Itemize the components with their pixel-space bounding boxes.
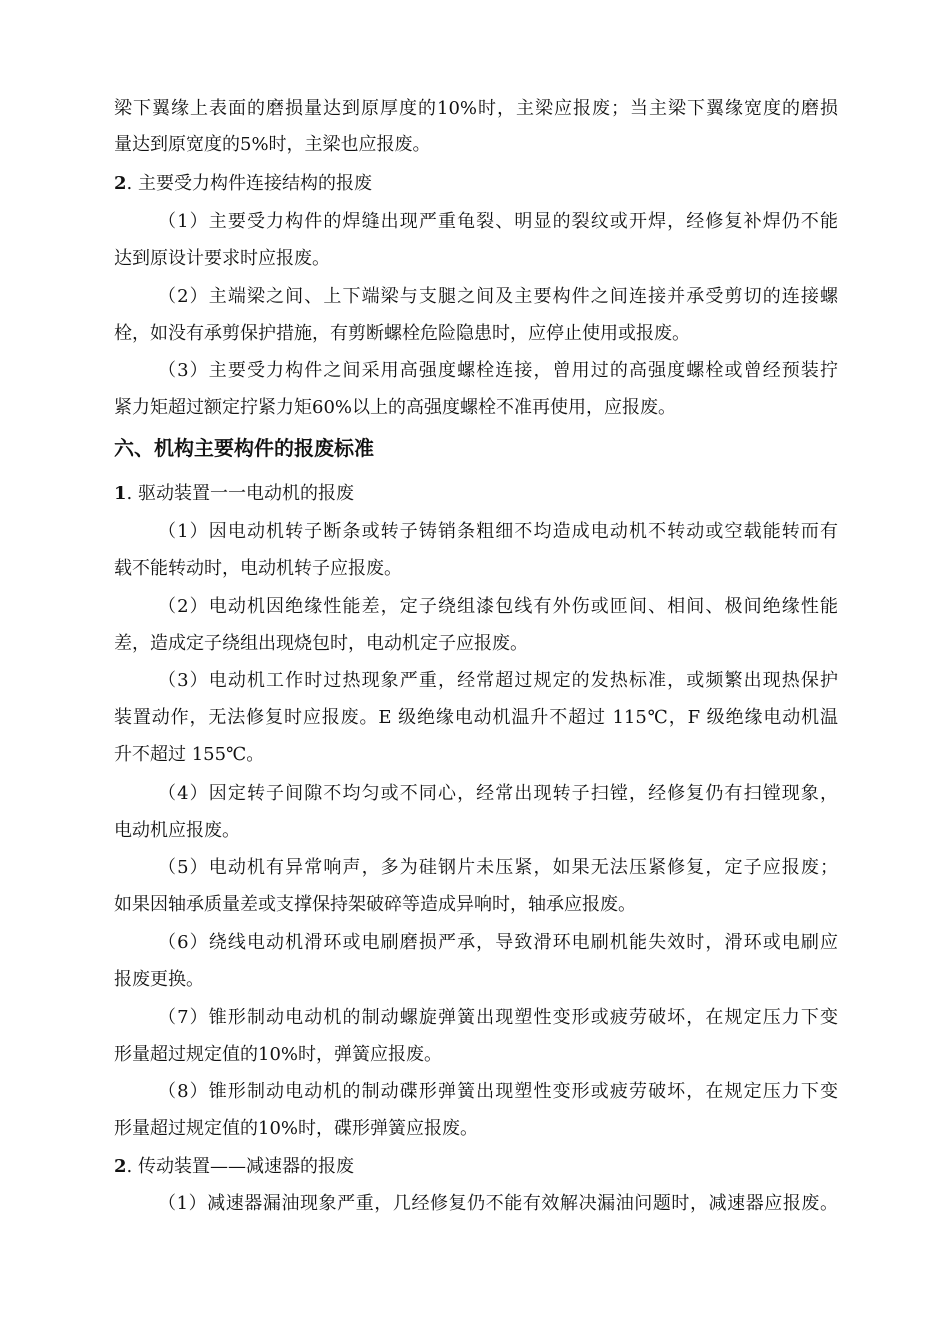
- section-heading-2: [114, 172, 838, 196]
- paragraph-line: （2）主端梁之间、上下端梁与支腿之间及主要构件之间连接并承受剪切的连接螺: [158, 286, 838, 307]
- paragraph-line: 栓，如没有承剪保护措施，有剪断螺栓危险隐患时，应停止使用或报废。: [114, 323, 690, 344]
- section-title: . 传动装置——减速器的报废: [126, 1156, 354, 1177]
- paragraph-line: 紧力矩超过额定拧紧力矩60%以上的高强度螺栓不准再使用，应报废。: [114, 397, 677, 418]
- paragraph-line: 报废更换。: [114, 969, 204, 990]
- paragraph-line: 载不能转动时，电动机转子应报废。: [114, 558, 402, 579]
- paragraph-line: （1）主要受力构件的焊缝出现严重龟裂、明显的裂纹或开焊，经修复补焊仍不能: [158, 211, 838, 232]
- paragraph-line: 升不超过 155℃。: [114, 744, 265, 765]
- paragraph-line: （1）减速器漏油现象严重，几经修复仍不能有效解决漏油问题时，减速器应报废。: [158, 1193, 838, 1214]
- section-number: 2: [114, 1156, 127, 1177]
- section-title: . 主要受力构件连接结构的报废: [126, 173, 372, 194]
- paragraph-line: 电动机应报废。: [114, 820, 240, 841]
- paragraph-line: 如果因轴承质量差或支撑保持架破碎等造成异响时，轴承应报废。: [114, 894, 636, 915]
- paragraph-line: 梁下翼缘上表面的磨损量达到原厚度的10%时，主梁应报废；当主梁下翼缘宽度的磨损: [114, 98, 838, 119]
- paragraph-line: （5）电动机有异常响声，多为硅钢片未压紧，如果无法压紧修复，定子应报废；: [158, 857, 838, 878]
- section-number: 1: [114, 483, 127, 504]
- section-heading-2: [114, 1155, 838, 1179]
- paragraph-line: （3）主要受力构件之间采用高强度螺栓连接，曾用过的高强度螺栓或曾经预装拧: [158, 360, 838, 381]
- section-number: 2: [114, 173, 127, 194]
- paragraph-line: 形量超过规定值的10%时，弹簧应报废。: [114, 1044, 443, 1065]
- paragraph-line: （8）锥形制动电动机的制动碟形弹簧出现塑性变形或疲劳破坏，在规定压力下变: [158, 1081, 838, 1102]
- paragraph-line: （1）因电动机转子断条或转子铸销条粗细不均造成电动机不转动或空载能转而有: [158, 521, 838, 542]
- paragraph-line: （4）因定转子间隙不均匀或不同心，经常出现转子扫镗，经修复仍有扫镗现象，: [158, 783, 838, 804]
- paragraph-line: 形量超过规定值的10%时，碟形弹簧应报废。: [114, 1118, 479, 1139]
- section-title: . 驱动装置一一电动机的报废: [126, 483, 354, 504]
- paragraph-line: （6）绕线电动机滑环或电刷磨损严承，导致滑环电刷机能失效时，滑环或电刷应: [158, 932, 838, 953]
- paragraph-line: 量达到原宽度的5%时，主梁也应报废。: [114, 134, 431, 155]
- section-heading-1: [114, 482, 838, 506]
- paragraph-line: 差，造成定子绕组出现烧包时，电动机定子应报废。: [114, 633, 528, 654]
- paragraph-line: （3）电动机工作时过热现象严重，经常超过规定的发热标准，或频繁出现热保护: [158, 670, 838, 691]
- paragraph-line: 达到原设计要求时应报废。: [114, 248, 330, 269]
- chapter-heading: 六、机构主要构件的报废标准: [114, 436, 374, 460]
- paragraph-line: （2）电动机因绝缘性能差，定子绕组漆包线有外伤或匝间、相间、极间绝缘性能: [158, 596, 838, 617]
- paragraph-line: （7）锥形制动电动机的制动螺旋弹簧出现塑性变形或疲劳破坏，在规定压力下变: [158, 1007, 838, 1028]
- paragraph-line: 装置动作，无法修复时应报废。E 级绝缘电动机温升不超过 115℃，F 级绝缘电动机温: [114, 707, 838, 728]
